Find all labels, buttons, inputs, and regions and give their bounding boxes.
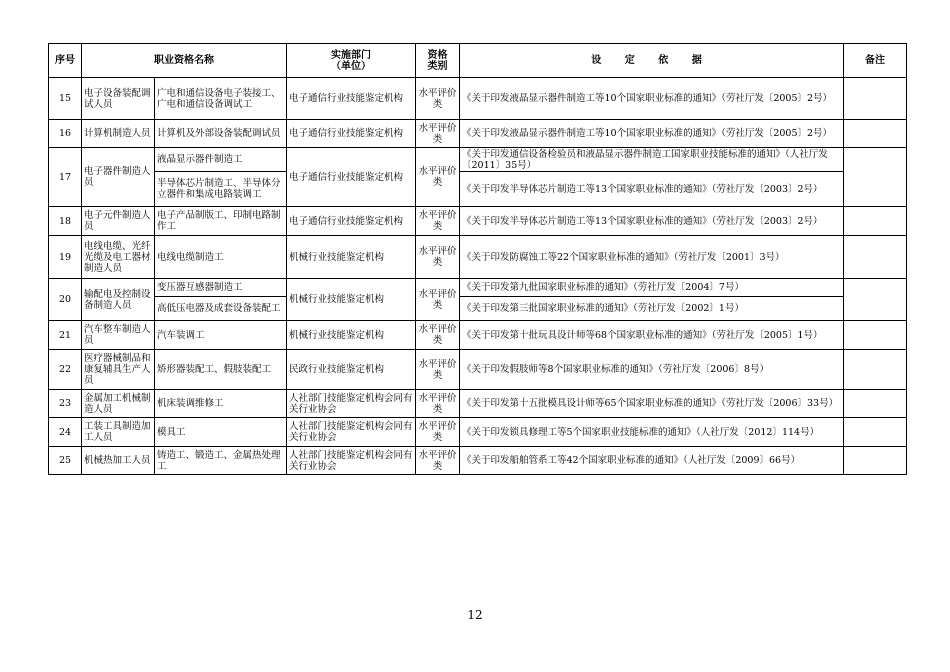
row-dept: 电子通信行业技能鉴定机构	[287, 120, 416, 148]
row-dept: 人社部门技能鉴定机构会同有关行业协会	[287, 447, 416, 475]
row-remarks	[844, 207, 907, 236]
row-type: 水平评价类	[416, 390, 460, 418]
row-job: 模具工	[155, 418, 287, 447]
row-job: 电线电缆制造工	[155, 236, 287, 279]
row-job: 计算机及外部设备装配调试员	[155, 120, 287, 148]
row-type: 水平评价类	[416, 418, 460, 447]
row-basis: 《关于印发锁具修理工等5个国家职业技能标准的通知》（人社厅发〔2012〕114号）	[460, 418, 844, 447]
row-category: 金属加工机械制造人员	[82, 390, 155, 418]
row-seq: 17	[49, 148, 82, 207]
row-remarks	[844, 279, 907, 321]
row-seq: 24	[49, 418, 82, 447]
header-type	[416, 44, 460, 78]
row-seq: 20	[49, 279, 82, 321]
row-remarks	[844, 350, 907, 390]
row-dept: 机械行业技能鉴定机构	[287, 279, 416, 321]
header-seq: 序号	[49, 44, 82, 78]
row-basis: 《关于印发第十批玩具设计师等68个国家职业标准的通知》（劳社厅发〔2005〕1号）	[460, 321, 844, 350]
header-dept-line2: （单位）	[331, 60, 371, 72]
header-name: 职业资格名称	[82, 44, 287, 78]
row-dept: 电子通信行业技能鉴定机构	[287, 148, 416, 207]
row-seq: 16	[49, 120, 82, 148]
row-job: 液晶显示器件制造工	[155, 148, 287, 172]
row-category: 医疗器械制品和康复辅具生产人员	[82, 350, 155, 390]
row-seq: 22	[49, 350, 82, 390]
row-category: 输配电及控制设备制造人员	[82, 279, 155, 321]
page-number: 12	[467, 608, 483, 622]
row-basis: 《关于印发第三批国家职业标准的通知》（劳社厅发〔2002〕1号）	[460, 297, 844, 321]
table-row	[49, 350, 907, 390]
table-row	[49, 148, 907, 172]
table-row	[49, 78, 907, 120]
header-type-line1: 资格	[427, 49, 448, 61]
header-remarks: 备注	[844, 44, 907, 78]
row-category: 计算机制造人员	[82, 120, 155, 148]
row-dept: 人社部门技能鉴定机构会同有关行业协会	[287, 390, 416, 418]
row-job: 变压器互感器制造工	[155, 279, 287, 297]
row-basis: 《关于印发第九批国家职业标准的通知》（劳社厅发〔2004〕7号）	[460, 279, 844, 297]
row-type: 水平评价类	[416, 120, 460, 148]
row-type: 水平评价类	[416, 236, 460, 279]
header-dept	[287, 44, 416, 78]
row-seq: 18	[49, 207, 82, 236]
row-basis: 《关于印发船舶管系工等42个国家职业标准的通知》（人社厅发〔2009〕66号）	[460, 447, 844, 475]
table-row-sub	[49, 172, 907, 207]
row-remarks	[844, 447, 907, 475]
row-type: 水平评价类	[416, 321, 460, 350]
header-type-line2: 类别	[427, 60, 448, 72]
row-type: 水平评价类	[416, 148, 460, 207]
row-seq: 23	[49, 390, 82, 418]
row-job: 铸造工、锻造工、金属热处理工	[155, 447, 287, 475]
row-dept: 民政行业技能鉴定机构	[287, 350, 416, 390]
row-remarks	[844, 321, 907, 350]
row-job: 广电和通信设备电子装接工、广电和通信设备调试工	[155, 78, 287, 120]
row-seq: 25	[49, 447, 82, 475]
row-type: 水平评价类	[416, 207, 460, 236]
row-remarks	[844, 120, 907, 148]
row-dept: 机械行业技能鉴定机构	[287, 236, 416, 279]
row-type: 水平评价类	[416, 350, 460, 390]
row-type: 水平评价类	[416, 78, 460, 120]
row-type: 水平评价类	[416, 447, 460, 475]
row-seq: 19	[49, 236, 82, 279]
table-row	[49, 390, 907, 418]
header-basis: 设 定 依 据	[460, 44, 844, 78]
row-remarks	[844, 390, 907, 418]
table-row	[49, 120, 907, 148]
row-seq: 21	[49, 321, 82, 350]
row-type: 水平评价类	[416, 279, 460, 321]
row-basis: 《关于印发半导体芯片制造工等13个国家职业标准的通知》（劳社厅发〔2003〕2号）	[460, 207, 844, 236]
row-job: 汽车装调工	[155, 321, 287, 350]
row-basis: 《关于印发通信设备检验员和液晶显示器件制造工国家职业技能标准的通知》（人社厅发〔2011〕35号）	[460, 148, 844, 172]
row-basis: 《关于印发假肢师等8个国家职业标准的通知》（劳社厅发〔2006〕8号）	[460, 350, 844, 390]
row-job: 矫形器装配工、假肢装配工	[155, 350, 287, 390]
table-row	[49, 279, 907, 297]
row-dept: 人社部门技能鉴定机构会同有关行业协会	[287, 418, 416, 447]
table-row	[49, 321, 907, 350]
row-job: 半导体芯片制造工、半导体分立器件和集成电路装调工	[155, 172, 287, 207]
table-row	[49, 418, 907, 447]
row-dept: 电子通信行业技能鉴定机构	[287, 78, 416, 120]
header-dept-line1: 实施部门	[331, 49, 371, 61]
row-job: 高低压电器及成套设备装配工	[155, 297, 287, 321]
table-row	[49, 207, 907, 236]
row-category: 电子器件制造人员	[82, 148, 155, 207]
row-dept: 电子通信行业技能鉴定机构	[287, 207, 416, 236]
row-dept: 机械行业技能鉴定机构	[287, 321, 416, 350]
table-row	[49, 447, 907, 475]
row-seq: 15	[49, 78, 82, 120]
row-remarks	[844, 418, 907, 447]
row-job: 电子产品制版工、印制电路制作工	[155, 207, 287, 236]
row-remarks	[844, 236, 907, 279]
row-category: 电子设备装配调试人员	[82, 78, 155, 120]
row-category: 电子元件制造人员	[82, 207, 155, 236]
row-basis: 《关于印发防腐蚀工等22个国家职业标准的通知》（劳社厅发〔2001〕3号）	[460, 236, 844, 279]
row-basis: 《关于印发液晶显示器件制造工等10个国家职业标准的通知》（劳社厅发〔2005〕2号）	[460, 120, 844, 148]
row-job: 机床装调维修工	[155, 390, 287, 418]
row-remarks	[844, 78, 907, 120]
row-category: 工装工具制造加工人员	[82, 418, 155, 447]
qualification-table	[48, 43, 907, 475]
row-category: 汽车整车制造人员	[82, 321, 155, 350]
table-row	[49, 236, 907, 279]
row-basis: 《关于印发第十五批模具设计师等65个国家职业标准的通知》（劳社厅发〔2006〕33号）	[460, 390, 844, 418]
row-basis: 《关于印发液晶显示器件制造工等10个国家职业标准的通知》（劳社厅发〔2005〕2号）	[460, 78, 844, 120]
header-row	[49, 44, 907, 78]
row-basis: 《关于印发半导体芯片制造工等13个国家职业标准的通知》（劳社厅发〔2003〕2号）	[460, 172, 844, 207]
row-category: 机械热加工人员	[82, 447, 155, 475]
row-remarks	[844, 148, 907, 207]
table-row-sub	[49, 297, 907, 321]
row-category: 电线电缆、光纤光缆及电工器材制造人员	[82, 236, 155, 279]
